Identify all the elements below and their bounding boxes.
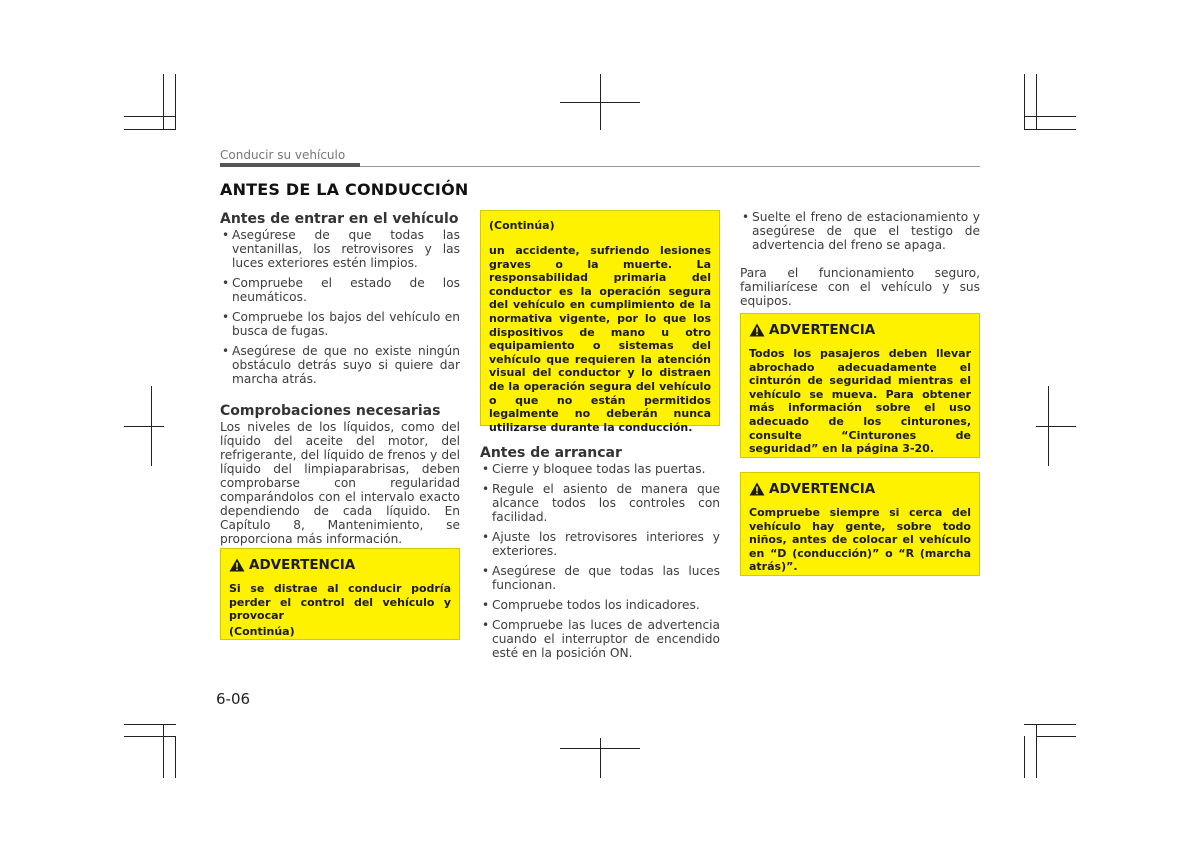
warning-title: ADVERTENCIA — [249, 557, 356, 573]
warning-box-distraction — [220, 548, 460, 640]
list-item: • Asegúrese de que todas las ventanillas, los retrovisores y las luces exteriores estén limpios. — [220, 228, 460, 270]
list-item: • Ajuste los retrovisores interiores y exteriores. — [480, 530, 720, 558]
list-item: • Asegúrese de que todas las luces funcionan. — [480, 564, 720, 592]
before-entering-list — [220, 228, 460, 386]
warning-box-continued — [480, 210, 720, 434]
warning-text: Todos los pasajeros deben llevar abrochado adecuadamente el cinturón de seguridad mientras el vehículo se mueva. Para obtener más información sobre el uso adecuado de los cinturones, consulte “Cinturones de seguridad” en la página 3-20. — [749, 347, 971, 456]
list-item: • Suelte el freno de estacionamiento y asegúrese de que el testigo de advertencia del freno se apaga. — [740, 210, 980, 252]
column-2 — [480, 444, 720, 666]
list-item: • Regule el asiento de manera que alcance todos los controles con facilidad. — [480, 482, 720, 524]
warning-text: Si se distrae al conducir podría perder el control del vehículo y provocar — [229, 582, 451, 623]
parking-brake-list — [740, 210, 980, 252]
warning-box-people-around — [740, 472, 980, 576]
header-rule-thin — [360, 166, 980, 167]
list-item: • Asegúrese de que no existe ningún obstáculo detrás suyo si quiere dar marcha atrás. — [220, 344, 460, 386]
checks-paragraph: Los niveles de los líquidos, como del líquido del aceite del motor, del refrigerante, del líquido de frenos y del líquido del limpiaparabrisas, deben comprobarse con regularidad comparándolos con el intervalo exacto dependiendo de cada líquido. En Capítulo 8, Mantenimiento, se proporciona más información. — [220, 420, 460, 546]
column-3 — [740, 210, 980, 308]
continued-label: (Continúa) — [489, 219, 555, 232]
list-item: • Cierre y bloquee todas las puertas. — [480, 462, 720, 476]
list-item: • Compruebe los bajos del vehículo en busca de fugas. — [220, 310, 460, 338]
warning-triangle-icon — [229, 558, 245, 572]
warning-triangle-icon — [749, 323, 765, 337]
continued-label: (Continúa) — [229, 624, 295, 638]
before-starting-list — [480, 462, 720, 660]
warning-box-seatbelts — [740, 313, 980, 458]
familiarize-paragraph: Para el funcionamiento seguro, familiarícese con el vehículo y sus equipos. — [740, 266, 980, 308]
list-item: • Compruebe todos los indicadores. — [480, 598, 720, 612]
warning-text: un accidente, sufriendo lesiones graves o la muerte. La responsabilidad primaria del conductor es la operación segura del vehículo en cumplimiento de la normativa vigente, por lo que los dispositivos de mano u otro equipamiento o sistemas del vehículo que requieren la atención visual del conductor y lo distraen de la operación segura del vehículo o que no están permitidos legalmente no deberán nunca utilizarse durante la conducción. — [489, 244, 711, 434]
warning-title: ADVERTENCIA — [769, 481, 876, 497]
header-rule-thick — [220, 163, 360, 167]
subheading-before-starting: Antes de arrancar — [480, 445, 622, 461]
warning-title: ADVERTENCIA — [769, 322, 876, 338]
warning-triangle-icon — [749, 482, 765, 496]
warning-text: Compruebe siempre si cerca del vehículo hay gente, sobre todo niños, antes de colocar el vehículo en “D (conducción)” o “R (marcha atrás)”. — [749, 506, 971, 574]
column-1 — [220, 210, 460, 546]
page-number: 6-06 — [216, 690, 251, 708]
section-label: Conducir su vehículo — [220, 148, 346, 162]
list-item: • Compruebe las luces de advertencia cuando el interruptor de encendido esté en la posición ON. — [480, 618, 720, 660]
list-item: • Compruebe el estado de los neumáticos. — [220, 276, 460, 304]
page-title: ANTES DE LA CONDUCCIÓN — [220, 180, 469, 199]
subheading-before-entering: Antes de entrar en el vehículo — [220, 211, 459, 227]
subheading-checks: Comprobaciones necesarias — [220, 403, 441, 419]
